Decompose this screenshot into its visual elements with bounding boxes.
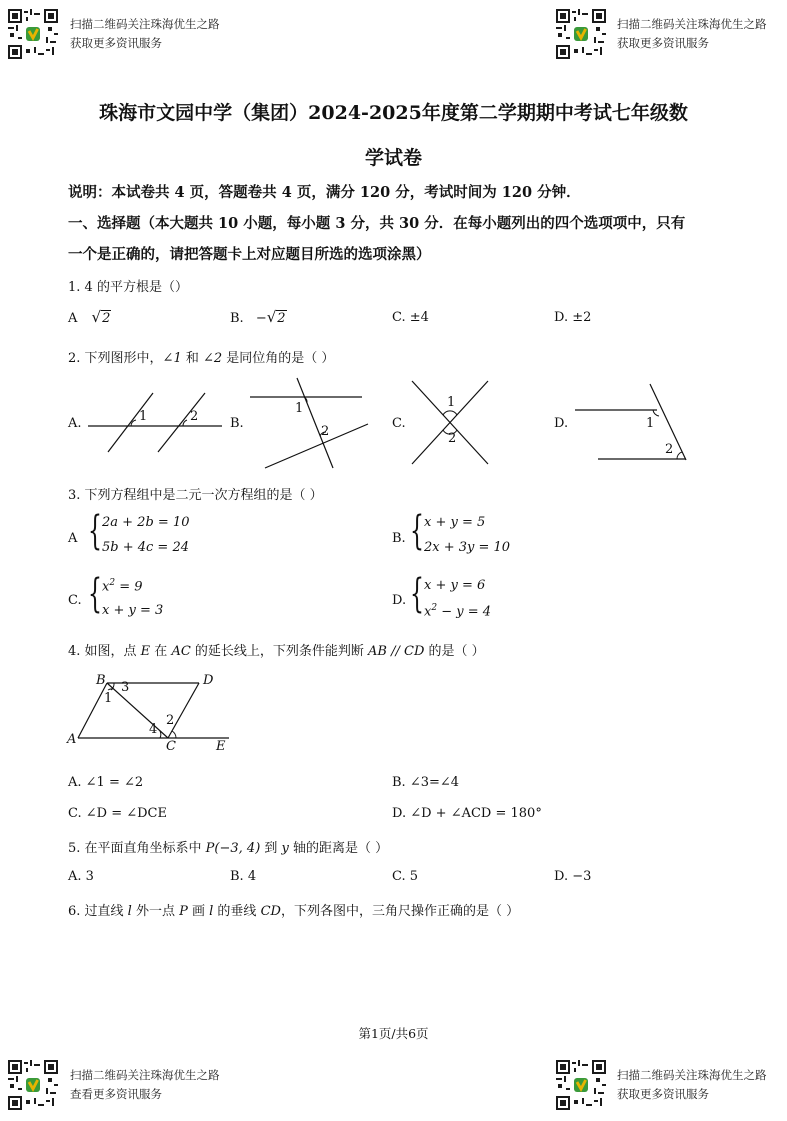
q3-option-c-label: C. — [68, 593, 82, 608]
header-left-line2: 获取更多资讯服务 — [70, 36, 162, 50]
qr-code-footer-right — [556, 1060, 606, 1110]
q4-stem-E: E — [140, 644, 151, 659]
q6-stem-s4: ，下列各图中，三角尺操作正确的是（ ） — [280, 904, 520, 919]
brace-icon: { — [88, 571, 102, 617]
q2-stem-post: 是同位角的是（ ） — [222, 351, 335, 366]
q4-stem-AC: AC — [171, 644, 191, 659]
q2-a-mark-1: 1 — [139, 409, 148, 424]
q3-c-eq1-rest: = 9 — [115, 579, 143, 595]
q5-option-c: C. 5 — [392, 869, 419, 884]
q6-l2: l — [209, 904, 214, 919]
q2-angle2: ∠2 — [202, 351, 223, 366]
q1-stem: 1. 4 的平方根是（） — [68, 280, 188, 295]
footer-left-line2: 查看更多资讯服务 — [70, 1087, 162, 1101]
q3-d-eq1: x + y = 6 — [424, 578, 486, 593]
q3-c-eq2: x + y = 3 — [102, 603, 164, 618]
footer-left-text — [70, 1066, 220, 1104]
q5-option-a: A. 3 — [68, 869, 94, 884]
q4-angle-4: 4 — [149, 722, 158, 737]
q4-point-D: D — [203, 673, 214, 688]
q3-c-eq1-sup: 2 — [109, 578, 116, 588]
page-number: 第1页/共6页 — [358, 1026, 429, 1041]
q2-option-a-label: A. — [68, 416, 82, 431]
q1-a-label: A — [68, 311, 78, 326]
q4-stem-s1: 在 — [150, 644, 172, 659]
q6-stem-s2: 画 — [187, 904, 210, 919]
q5-option-d: D. −3 — [554, 869, 592, 884]
q1-a-value: 2 — [102, 311, 111, 326]
q3-option-a-label: A — [68, 531, 78, 546]
q6-stem-s3: 的垂线 — [213, 904, 261, 919]
q4-point-E: E — [216, 739, 226, 754]
q3-c-eq1-base: x — [102, 579, 110, 595]
section1-heading-line1: 一、选择题（本大题共 10 小题，每小题 3 分，共 30 分．在每小题列出的四个选项项中，只有 — [68, 215, 686, 232]
q3-d-eq2-sup: 2 — [431, 603, 438, 613]
q6-CD: CD — [260, 904, 281, 919]
q2-stem-mid: 和 — [181, 351, 203, 366]
q5-y: y — [281, 841, 289, 856]
section1-heading-line2: 一个是正确的，请把答题卡上对应题目所选的选项涂黑） — [68, 246, 431, 263]
footer-right-text — [617, 1066, 767, 1104]
q1-b-value: 2 — [277, 311, 286, 326]
q3-a-eq2: 5b + 4c = 24 — [102, 540, 190, 555]
q4-option-d: D. ∠D + ∠ACD = 180° — [392, 806, 542, 821]
q2-b-mark-1: 1 — [295, 401, 304, 416]
q4-option-a: A. ∠1 = ∠2 — [68, 775, 144, 790]
q5-option-b: B. 4 — [230, 869, 257, 884]
q2-option-b-label: B. — [230, 416, 244, 431]
q4-stem-ABCD: AB // CD — [368, 644, 425, 659]
q5-stem-mid: 到 — [260, 841, 282, 856]
q4-angle-1: 1 — [104, 691, 113, 706]
sqrt-icon: √ — [91, 308, 102, 326]
q6-stem — [68, 900, 519, 919]
q4-angle-2: 2 — [166, 713, 175, 728]
q6-l: l — [127, 904, 132, 919]
header-right-line2: 获取更多资讯服务 — [617, 36, 709, 50]
q3-option-d-label: D. — [392, 593, 407, 608]
q1-b-sign: − — [255, 311, 267, 326]
q2-option-c-label: C. — [392, 416, 406, 431]
footer-left-line1: 扫描二维码关注珠海优生之路 — [70, 1068, 220, 1082]
page-title-line2: 学试卷 — [364, 147, 422, 169]
qr-code-footer-left — [8, 1060, 58, 1110]
brace-icon: { — [410, 508, 424, 554]
q2-angle1: ∠1 — [162, 351, 182, 366]
q4-stem-s3: 的是（ ） — [424, 644, 485, 659]
q3-d-eq2-rest: − y = 4 — [437, 604, 492, 620]
q4-angle-3: 3 — [121, 680, 130, 695]
q4-stem-s2: 的延长线上，下列条件能判断 — [190, 644, 369, 659]
q5-stem — [68, 837, 388, 856]
q1-option-c: C. ±4 — [392, 310, 429, 325]
q3-stem: 3. 下列方程组中是二元一次方程组的是（ ） — [68, 488, 323, 503]
q2-stem-pre: 2. 下列图形中， — [68, 351, 163, 366]
q3-b-eq1: x + y = 5 — [424, 515, 486, 530]
q3-b-eq2: 2x + 3y = 10 — [424, 540, 511, 555]
q2-d-mark-2: 2 — [665, 442, 674, 457]
q6-P: P — [179, 904, 188, 919]
q3-d-eq2-base: x — [424, 604, 432, 620]
q2-b-mark-2: 2 — [321, 424, 330, 439]
footer-right-line2: 获取更多资讯服务 — [617, 1087, 709, 1101]
q6-stem-pre: 6. 过直线 — [68, 904, 128, 919]
q5-stem-pre: 5. 在平面直角坐标系中 — [68, 841, 206, 856]
q1-option-d: D. ±2 — [554, 310, 592, 325]
page-title-line1: 珠海市文园中学（集团）2024-2025年度第二学期期中考试七年级数 — [99, 102, 688, 124]
q3-option-b-label: B. — [392, 531, 406, 546]
q4-point-B: B — [96, 673, 106, 688]
q2-c-mark-1: 1 — [447, 395, 456, 410]
q2-d-mark-1: 1 — [646, 416, 655, 431]
q2-option-d-label: D. — [554, 416, 569, 431]
q5-stem-post: 轴的距离是（ ） — [288, 841, 389, 856]
q2-c-mark-2: 2 — [448, 431, 457, 446]
header-right-line1: 扫描二维码关注珠海优生之路 — [617, 17, 767, 31]
q1-b-label: B. — [230, 311, 244, 326]
q4-stem-pre: 4. 如图，点 — [68, 644, 141, 659]
q4-option-c: C. ∠D = ∠DCE — [68, 806, 167, 821]
sqrt-icon: √ — [266, 308, 277, 326]
q4-point-C: C — [166, 739, 176, 754]
q6-stem-s1: 外一点 — [131, 904, 180, 919]
brace-icon: { — [88, 508, 102, 554]
header-left-line1: 扫描二维码关注珠海优生之路 — [70, 17, 220, 31]
footer-right-line1: 扫描二维码关注珠海优生之路 — [617, 1068, 767, 1082]
q4-point-A: A — [67, 732, 77, 747]
q4-option-b: B. ∠3=∠4 — [392, 775, 460, 790]
q3-a-eq1: 2a + 2b = 10 — [102, 515, 190, 530]
brace-icon: { — [410, 571, 424, 617]
q2-a-mark-2: 2 — [190, 409, 199, 424]
q5-point: P(−3, 4) — [205, 841, 261, 856]
exam-note: 说明：本试卷共 4 页，答题卷共 4 页，满分 120 分，考试时间为 120 分钟． — [68, 184, 581, 201]
